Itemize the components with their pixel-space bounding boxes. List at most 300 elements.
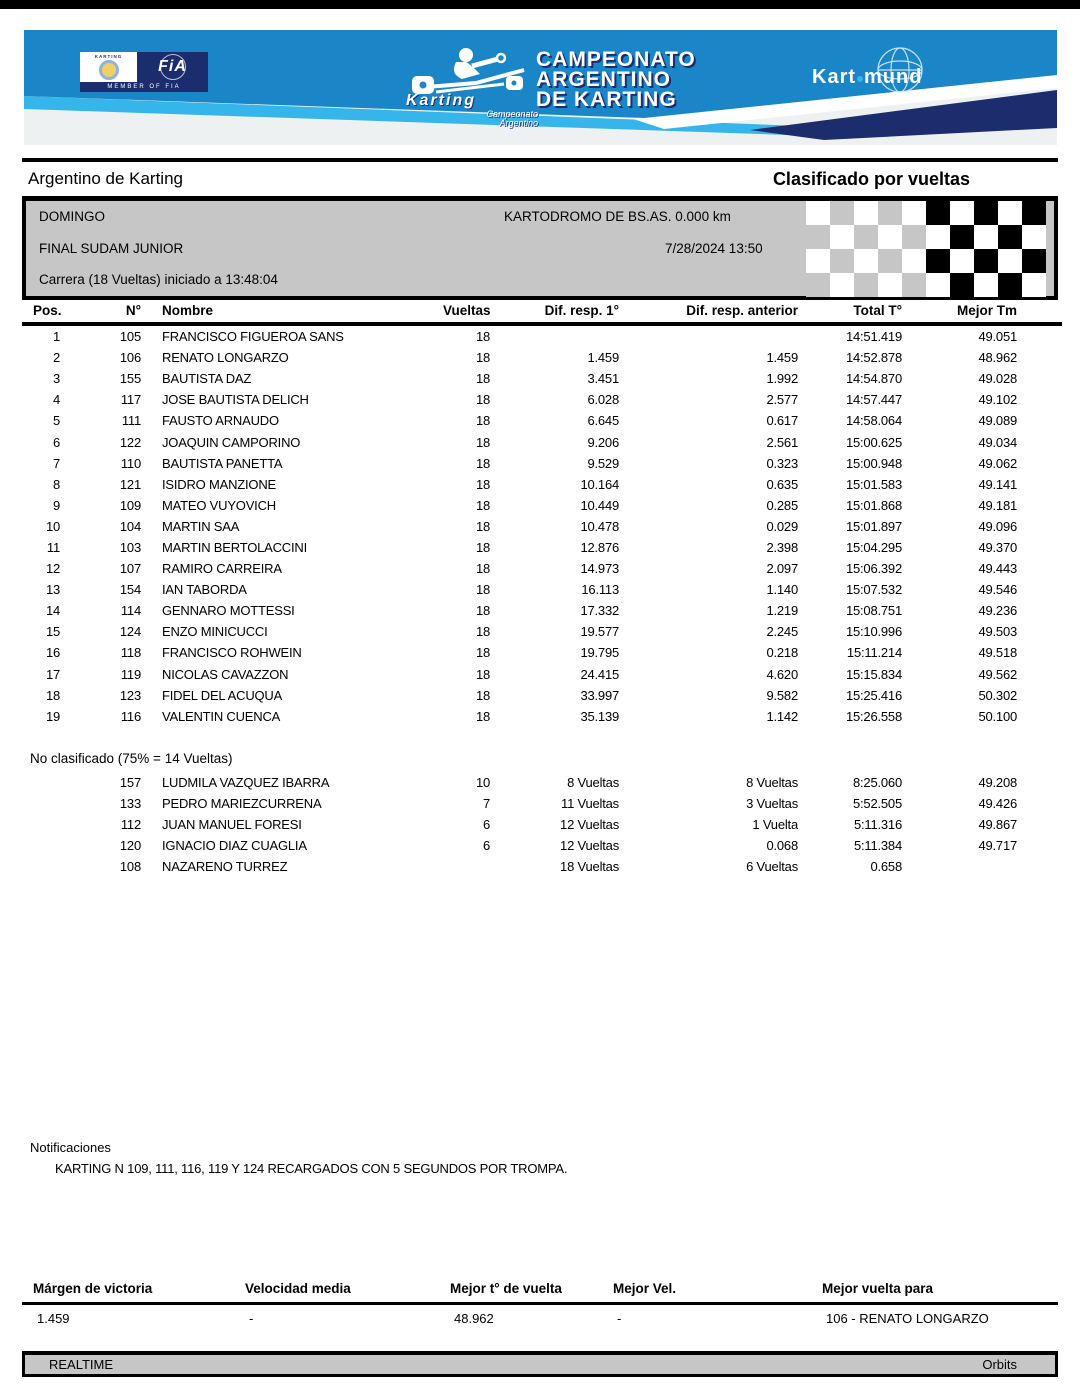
cell-dif1: 6.645 [587,413,619,429]
cell-best: 49.096 [978,518,1017,534]
cell-total: 15:08.751 [845,603,902,619]
cell-filler [1017,368,1062,389]
cell-filler [1017,453,1062,474]
cell-pos: 15 [45,624,60,640]
stat-best-lap-holder [822,1281,989,1326]
stat-label: Mejor vuelta para [822,1281,934,1296]
cell-filler [1017,600,1062,621]
checker-gray [806,201,926,297]
kart-logo-word: Karting [406,92,476,109]
cell-total: 15:11.214 [846,645,902,661]
cell-laps: 18 [475,645,490,661]
cell-name: NAZARENO TURREZ [162,859,288,875]
kartmundo-text [812,66,922,89]
cell-filler [1017,537,1062,558]
cell-laps: 18 [475,371,490,387]
member-of-fia-label: MEMBER OF FIA [80,82,208,92]
cell-difa: 8 Vueltas [746,775,798,791]
cell-difa: 3 Vueltas [746,796,798,812]
cell-total: 15:00.625 [845,434,902,450]
table-row [22,856,1062,877]
top-black-strip [0,0,1080,9]
cell-dif1: 9.529 [587,455,619,471]
session-name: FINAL SUDAM JUNIOR [39,240,184,256]
fia-box [137,52,208,82]
stat-value: 1.459 [37,1311,70,1326]
banner-title-line1: CAMPEONATO [536,48,696,71]
table-row [22,495,1062,516]
cell-difa: 0.635 [766,476,798,492]
cell-dif1 [490,324,619,347]
cell-dif1: 19.795 [580,645,619,661]
table-row [22,621,1062,642]
cell-num: 109 [119,497,141,513]
cell-laps: 7 [482,796,490,812]
cell-pos: 2 [52,350,60,366]
cell-num: 112 [120,817,141,833]
kart-logo-sub [406,110,538,128]
cell-name: NICOLAS CAVAZZON [162,666,289,682]
cell-pos [22,835,60,856]
cell-difa: 1.142 [766,708,798,724]
table-row [22,453,1062,474]
cell-name: MARTIN SAA [162,518,240,534]
cell-pos: 11 [46,539,60,555]
cell-difa: 0.029 [766,518,798,534]
header-gap-previous: Dif. resp. anterior [619,303,798,324]
cell-difa: 2.577 [766,392,798,408]
cell-laps: 18 [475,455,490,471]
cell-name: RAMIRO CARREIRA [162,561,282,577]
cell-laps: 18 [475,582,490,598]
cell-laps: 18 [475,708,490,724]
cell-laps: 18 [475,561,490,577]
header-number: N° [60,303,141,324]
header-name: Nombre [141,303,443,324]
table-row [22,706,1062,727]
cell-difa: 2.097 [766,561,798,577]
cell-laps [443,856,490,877]
cell-dif1: 19.577 [580,624,619,640]
cell-name: RENATO LONGARZO [162,350,289,366]
table-row [22,600,1062,621]
stat-average-speed [245,1281,351,1326]
cell-dif1: 12 Vueltas [560,817,619,833]
cell-pos: 19 [45,708,60,724]
cell-total: 15:06.392 [845,561,902,577]
event-info-bar [22,196,1058,300]
table-row [22,537,1062,558]
cell-name: BAUTISTA DAZ [162,371,252,387]
table-row [22,772,1062,793]
cell-best: 49.028 [978,371,1017,387]
cell-laps: 6 [482,838,490,854]
banner-title-line3: DE KARTING [536,88,677,111]
cell-total: 15:01.583 [845,476,902,492]
cell-pos: 7 [52,455,60,471]
cell-dif1: 12.876 [580,539,619,555]
cell-pos: 17 [45,666,60,682]
cell-difa: 2.561 [766,434,798,450]
cell-filler [1017,558,1062,579]
fia-member-logo [80,52,208,92]
divider-rule [22,158,1058,162]
cell-best: 50.100 [978,708,1017,724]
realtime-label: REALTIME [49,1357,114,1372]
notification-text: KARTING N 109, 111, 116, 119 Y 124 RECARGADOS CON 5 SEGUNDOS POR TROMPA. [55,1161,568,1176]
cell-num: 123 [119,687,141,703]
cell-name: VALENTIN CUENCA [162,708,281,724]
cell-dif1: 11 Vueltas [561,796,619,812]
cell-name: ENZO MINICUCCI [162,624,268,640]
classification-table [22,303,1062,727]
cell-name: LUDMILA VAZQUEZ IBARRA [162,775,330,791]
cell-num: 117 [120,392,141,408]
cell-difa: 2.398 [766,539,798,555]
cell-laps: 6 [482,817,490,833]
cell-name: JOSE BAUTISTA DELICH [162,392,309,408]
cell-best: 48.962 [978,350,1017,366]
cell-total: 5:52.505 [852,796,902,812]
cell-laps: 18 [475,666,490,682]
banner-title [536,50,696,110]
cell-pos: 1 [52,329,60,345]
cell-best: 49.102 [978,392,1017,408]
cell-difa: 0.285 [766,497,798,513]
cell-filler [1017,495,1062,516]
cell-pos: 8 [52,476,60,492]
cell-difa: 0.323 [766,455,798,471]
cell-laps: 18 [475,476,490,492]
cell-num: 110 [120,455,141,471]
cell-laps: 18 [475,603,490,619]
kartmundo-dot-icon [857,76,863,82]
cell-best: 49.562 [978,666,1017,682]
cell-num: 124 [119,624,141,640]
report-type-title: Clasificado por vueltas [772,168,970,189]
cell-laps: 18 [475,329,490,345]
cell-difa: 4.620 [766,666,798,682]
kartmundo-logo [812,44,952,108]
cell-num: 106 [119,350,141,366]
kart-driver-icon [406,46,536,96]
cell-num: 107 [119,561,141,577]
cell-pos: 5 [52,413,60,429]
cell-total: 15:00.948 [845,455,902,471]
header-gap-leader: Dif. resp. 1° [490,303,619,324]
cell-best: 49.181 [978,497,1017,513]
cell-total: 5:11.384 [853,838,902,854]
cell-name: JOAQUIN CAMPORINO [162,434,301,450]
cell-dif1: 14.973 [580,561,619,577]
cell-best: 49.518 [978,645,1017,661]
cell-pos: 13 [45,582,60,598]
cell-total: 15:01.868 [845,497,902,513]
cell-num: 111 [121,413,141,429]
cell-total: 8:25.060 [852,775,902,791]
cell-filler [1017,389,1062,410]
cell-dif1: 10.164 [580,476,619,492]
stat-best-lap-time [450,1281,562,1326]
cell-difa: 1.992 [766,371,798,387]
page-title: Argentino de Karting [28,169,183,188]
table-row [22,664,1062,685]
cell-dif1: 24.415 [580,666,619,682]
cell-dif1: 10.449 [580,497,619,513]
cell-name: MATEO VUYOVICH [162,497,276,513]
table-row [22,431,1062,452]
cell-num: 157 [119,775,141,791]
session-datetime: 7/28/2024 13:50 [665,240,763,256]
header-total-time: Total T° [798,303,902,324]
cell-best: 49.089 [978,413,1017,429]
cell-dif1: 35.139 [580,708,619,724]
cell-best: 49.426 [978,796,1017,812]
cell-difa: 1.219 [766,603,798,619]
cell-best: 49.443 [978,561,1017,577]
cell-difa: 6 Vueltas [746,859,798,875]
cell-name: GENNARO MOTTESSI [162,603,295,619]
cell-difa: 1.140 [766,582,798,598]
cell-num: 133 [119,796,141,812]
table-row [22,642,1062,663]
not-classified-label: No clasificado (75% = 14 Vueltas) [30,751,233,766]
cell-total: 15:07.532 [845,582,902,598]
table-row [22,410,1062,431]
track-name: KARTODROMO DE BS.AS. 0.000 km [504,209,731,225]
cell-filler [1017,685,1062,706]
cell-pos: 3 [52,371,60,387]
table-row [22,793,1062,814]
stat-best-speed [613,1281,677,1326]
cell-total: 14:52.878 [845,350,902,366]
cell-name: FRANCISCO ROHWEIN [162,645,302,661]
cell-num: 104 [119,518,141,534]
cell-num: 114 [120,603,141,619]
cell-dif1: 9.206 [587,434,619,450]
cell-filler [1017,706,1062,727]
cell-total: 14:57.447 [845,392,902,408]
cell-pos: 14 [45,603,60,619]
cell-best: 49.051 [978,329,1017,345]
cell-total: 14:51.419 [845,329,902,345]
cell-laps: 18 [475,497,490,513]
cell-dif1: 33.997 [580,687,619,703]
cell-laps: 18 [475,413,490,429]
cell-laps: 18 [475,392,490,408]
cell-filler [1017,814,1062,835]
cell-laps: 18 [475,350,490,366]
stat-victory-margin [33,1281,153,1326]
cell-dif1: 10.478 [580,518,619,534]
stat-label: Márgen de victoria [33,1281,153,1296]
stat-value: 106 - RENATO LONGARZO [826,1311,989,1326]
cell-best: 49.062 [978,455,1017,471]
stat-label: Mejor t° de vuelta [450,1281,562,1296]
kartmundo-text-right: mund [864,66,923,88]
karting-emblem-icon [99,60,119,80]
cell-total: 14:54.870 [845,371,902,387]
table-row [22,685,1062,706]
cell-best: 49.867 [978,817,1017,833]
cell-name: IAN TABORDA [162,582,247,598]
cell-name: JUAN MANUEL FORESI [162,817,302,833]
stat-label: Mejor Vel. [613,1281,677,1296]
cell-name: FAUSTO ARNAUDO [162,413,279,429]
cell-laps: 18 [475,624,490,640]
cell-dif1: 17.332 [580,603,619,619]
header-filler [1017,303,1062,324]
footer-bar [22,1351,1058,1377]
stat-label: Velocidad media [245,1281,351,1296]
cell-num: 119 [120,666,141,682]
cell-pos: 9 [52,497,60,513]
cell-difa: 1 Vuelta [752,817,798,833]
table-row [22,516,1062,537]
cell-difa: 0.068 [766,838,798,854]
cell-best: 49.370 [978,539,1017,555]
cell-filler [1017,856,1062,877]
cell-pos: 16 [45,645,60,661]
karting-emblem [80,52,137,82]
table-row [22,814,1062,835]
cell-filler [1017,772,1062,793]
cell-pos [22,814,60,835]
cell-dif1: 1.459 [587,350,619,366]
cell-pos: 18 [45,687,60,703]
cell-dif1: 12 Vueltas [560,838,619,854]
karting-emblem-label: KARTING [94,53,123,59]
event-day: DOMINGO [39,209,105,225]
not-classified-table [22,772,1062,877]
table-row [22,835,1062,856]
table-header-row [22,303,1062,324]
cell-filler [1017,324,1062,347]
cell-difa: 2.245 [766,624,798,640]
cell-laps: 18 [475,539,490,555]
cell-filler [1017,664,1062,685]
cell-name: BAUTISTA PANETTA [162,455,283,471]
fia-label: FiA [158,58,187,75]
notifications-title: Notificaciones [30,1140,111,1155]
cell-difa: 0.218 [766,645,798,661]
race-summary-stats [22,1281,1058,1327]
cell-dif1: 8 Vueltas [567,775,619,791]
cell-dif1: 6.028 [587,392,619,408]
cell-best: 50.302 [978,687,1017,703]
cell-difa [619,324,798,347]
cell-filler [1017,793,1062,814]
cell-total: 15:10.996 [845,624,902,640]
cell-num: 121 [119,476,141,492]
table-row [22,558,1062,579]
cell-pos [22,856,60,877]
cell-filler [1017,579,1062,600]
cell-difa: 9.582 [766,687,798,703]
cell-best: 49.141 [978,476,1017,492]
cell-best: 49.236 [978,603,1017,619]
cell-pos: 10 [45,518,60,534]
cell-laps: 10 [475,775,490,791]
kartmundo-text-left: Kart [812,66,857,88]
cell-pos: 4 [52,392,60,408]
cell-difa: 0.617 [766,413,798,429]
cell-best: 49.208 [978,775,1017,791]
cell-total: 0.658 [870,859,902,875]
cell-name: ISIDRO MANZIONE [162,476,277,492]
cell-total: 5:11.316 [853,817,902,833]
cell-total: 14:58.064 [845,413,902,429]
cell-best: 49.717 [978,838,1017,854]
cell-laps: 18 [475,687,490,703]
cell-name: FIDEL DEL ACUQUA [162,687,283,703]
cell-filler [1017,431,1062,452]
cell-pos: 6 [52,434,60,450]
cell-difa: 1.459 [766,350,798,366]
checker-black [926,201,1046,297]
cell-filler [1017,474,1062,495]
cell-num: 103 [119,539,141,555]
kart-logo-sub1: Campeonato [486,109,538,119]
cell-best: 49.034 [978,434,1017,450]
table-row [22,324,1062,347]
table-row [22,368,1062,389]
notifications [30,1140,567,1176]
cell-pos [22,772,60,793]
cell-name: PEDRO MARIEZCURRENA [162,796,322,812]
table-row [22,347,1062,368]
championship-banner [24,30,1057,145]
cell-best [902,856,1017,877]
table-row [22,579,1062,600]
cell-dif1: 16.113 [581,582,619,598]
cell-best: 49.503 [978,624,1017,640]
stats-divider-rule [22,1302,1058,1305]
cell-num: 154 [119,582,141,598]
cell-name: IGNACIO DIAZ CUAGLIA [162,838,307,854]
cell-filler [1017,516,1062,537]
table-row [22,474,1062,495]
cell-num: 105 [119,329,141,345]
cell-filler [1017,835,1062,856]
stat-value: - [249,1311,254,1326]
kart-logo-sub2: Argentino [499,118,538,128]
cell-name: MARTIN BERTOLACCINI [162,539,308,555]
cell-total: 15:25.416 [845,687,902,703]
cell-num: 108 [119,859,141,875]
header-pos: Pos. [22,303,60,324]
cell-num: 118 [120,645,141,661]
karting-argentino-logo [406,46,538,141]
cell-dif1: 18 Vueltas [560,859,619,875]
cell-pos: 12 [45,561,60,577]
stat-value: - [617,1311,622,1326]
stat-value: 48.962 [454,1311,494,1326]
cell-best: 49.546 [978,582,1017,598]
cell-total: 15:26.558 [845,708,902,724]
cell-pos [22,793,60,814]
document-title-row [22,164,1058,194]
header-best-lap: Mejor Tm [902,303,1017,324]
cell-num: 155 [119,371,141,387]
cell-filler [1017,410,1062,431]
cell-filler [1017,621,1062,642]
cell-dif1: 3.451 [587,371,619,387]
checkered-flag-graphic [806,201,1046,297]
cell-laps: 18 [475,434,490,450]
cell-num: 116 [120,708,141,724]
cell-laps: 18 [475,518,490,534]
